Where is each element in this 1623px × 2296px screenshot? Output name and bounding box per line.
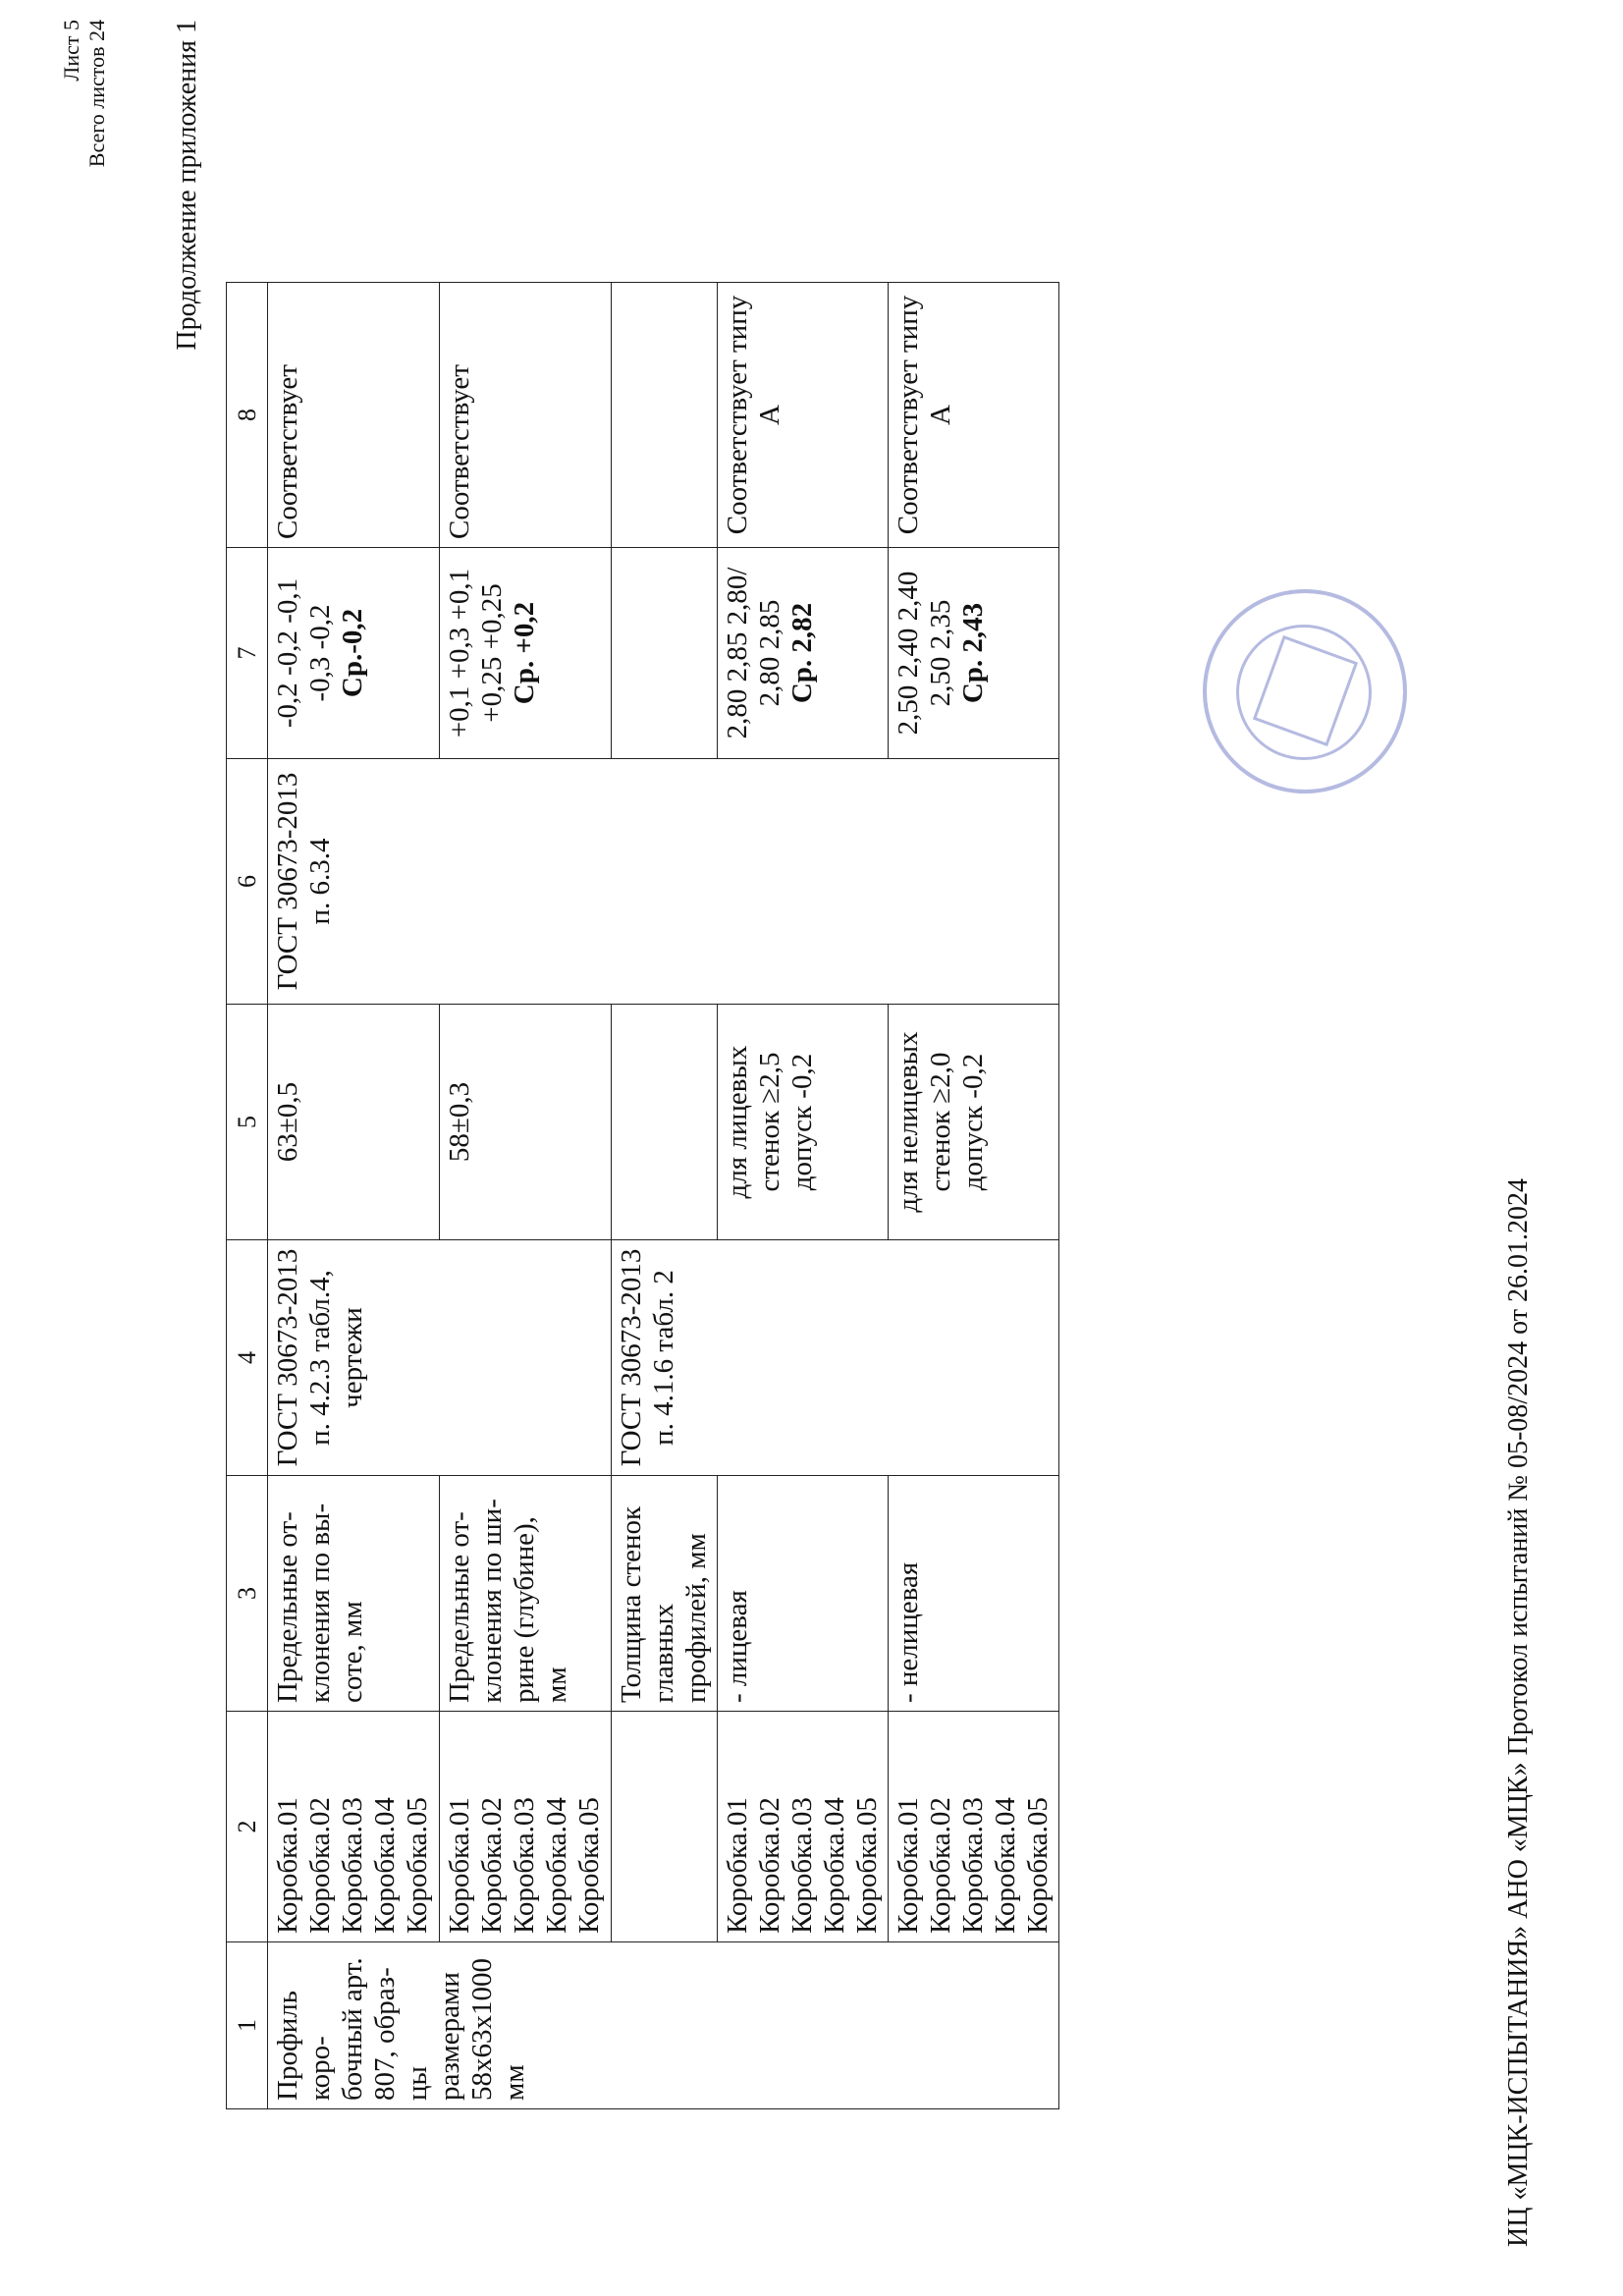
- sheet-info: [59, 20, 110, 167]
- norm-doc-cell: ГОСТ 30673-2013 п. 4.1.6 табл. 2: [612, 1240, 1059, 1476]
- product-cell: Профиль коро-бочный арт. 807, образ-цы размерами 58х63х1000 мм: [268, 1942, 1059, 2109]
- col-number: 6: [227, 759, 268, 1005]
- result-values: 2,50 2,40 2,40 2,50 2,35: [893, 571, 956, 736]
- result-cell: [718, 548, 889, 759]
- result-average: Ср. 2,82: [786, 602, 818, 704]
- conclusion-cell: Соответствует: [440, 283, 612, 548]
- requirement-cell: [612, 1005, 718, 1240]
- requirement-cell: для нелицевых стенок ≥2,0 допуск -0,2: [889, 1005, 1059, 1240]
- col-number: 1: [227, 1942, 268, 2109]
- parameter-cell: - лицевая: [718, 1476, 889, 1712]
- result-average: Ср. 2,43: [957, 602, 989, 704]
- seal-stamp: [1203, 589, 1407, 793]
- col-number: 3: [227, 1476, 268, 1712]
- col-number: 5: [227, 1005, 268, 1240]
- result-values: -0,2 -0,2 -0,1 -0,3 -0,2: [272, 577, 336, 729]
- result-values: +0,1 +0,3 +0,1 +0,25 +0,25: [444, 568, 508, 738]
- col-number: 8: [227, 283, 268, 548]
- results-table: [226, 282, 1059, 2109]
- table-row: [889, 283, 1059, 2109]
- table-row: [612, 283, 718, 2109]
- col-number: 2: [227, 1712, 268, 1942]
- result-cell: [889, 548, 1059, 759]
- result-cell: [440, 548, 612, 759]
- result-cell: [612, 548, 718, 759]
- conclusion-cell: Соответствует: [268, 283, 440, 548]
- table-row: [268, 283, 440, 2109]
- appendix-title: Продолжение приложения 1: [172, 20, 202, 351]
- samples-cell: Коробка.01 Коробка.02 Коробка.03 Коробка.04 Коробка.05: [440, 1712, 612, 1942]
- result-cell: [268, 548, 440, 759]
- conclusion-cell: Соответствует типу А: [718, 283, 889, 548]
- parameter-cell: - нелицевая: [889, 1476, 1059, 1712]
- result-average: Ср.-0,2: [337, 608, 368, 698]
- conclusion-cell: [612, 283, 718, 548]
- requirement-cell: 58±0,3: [440, 1005, 612, 1240]
- norm-doc-cell: ГОСТ 30673-2013 п. 4.2.3 табл.4, чертежи: [268, 1240, 612, 1476]
- samples-cell: [612, 1712, 718, 1942]
- conclusion-cell: Соответствует типу А: [889, 283, 1059, 548]
- result-average: Ср. +0,2: [509, 601, 540, 705]
- requirement-cell: 63±0,5: [268, 1005, 440, 1240]
- samples-cell: Коробка.01 Коробка.02 Коробка.03 Коробка.04 Коробка.05: [889, 1712, 1059, 1942]
- table-row: [718, 283, 889, 2109]
- sheet-total: Всего листов 24: [84, 20, 109, 168]
- samples-cell: Коробка.01 Коробка.02 Коробка.03 Коробка.04 Коробка.05: [718, 1712, 889, 1942]
- requirement-cell: для лицевых стенок ≥2,5 допуск -0,2: [718, 1005, 889, 1240]
- parameter-cell: Предельные от-клонения по вы-соте, мм: [268, 1476, 440, 1712]
- parameter-cell: Толщина стенок главных профилей, мм: [612, 1476, 718, 1712]
- method-cell: ГОСТ 30673-2013 п. 6.3.4: [268, 759, 1059, 1005]
- parameter-cell: Предельные от-клонения по ши-рине (глубине), мм: [440, 1476, 612, 1712]
- samples-cell: Коробка.01 Коробка.02 Коробка.03 Коробка.04 Коробка.05: [268, 1712, 440, 1942]
- table-header-row: [227, 283, 268, 2109]
- result-values: 2,80 2,85 2,80/ 2,80 2,85: [722, 567, 785, 739]
- sheet-number: Лист 5: [59, 20, 83, 82]
- table-row: [440, 283, 612, 2109]
- col-number: 7: [227, 548, 268, 759]
- footer-protocol: ИЦ «МЦК-ИСПЫТАНИЯ» АНО «МЦК» Протокол испытаний № 05-08/2024 от 26.01.2024: [1503, 1178, 1534, 2247]
- col-number: 4: [227, 1240, 268, 1476]
